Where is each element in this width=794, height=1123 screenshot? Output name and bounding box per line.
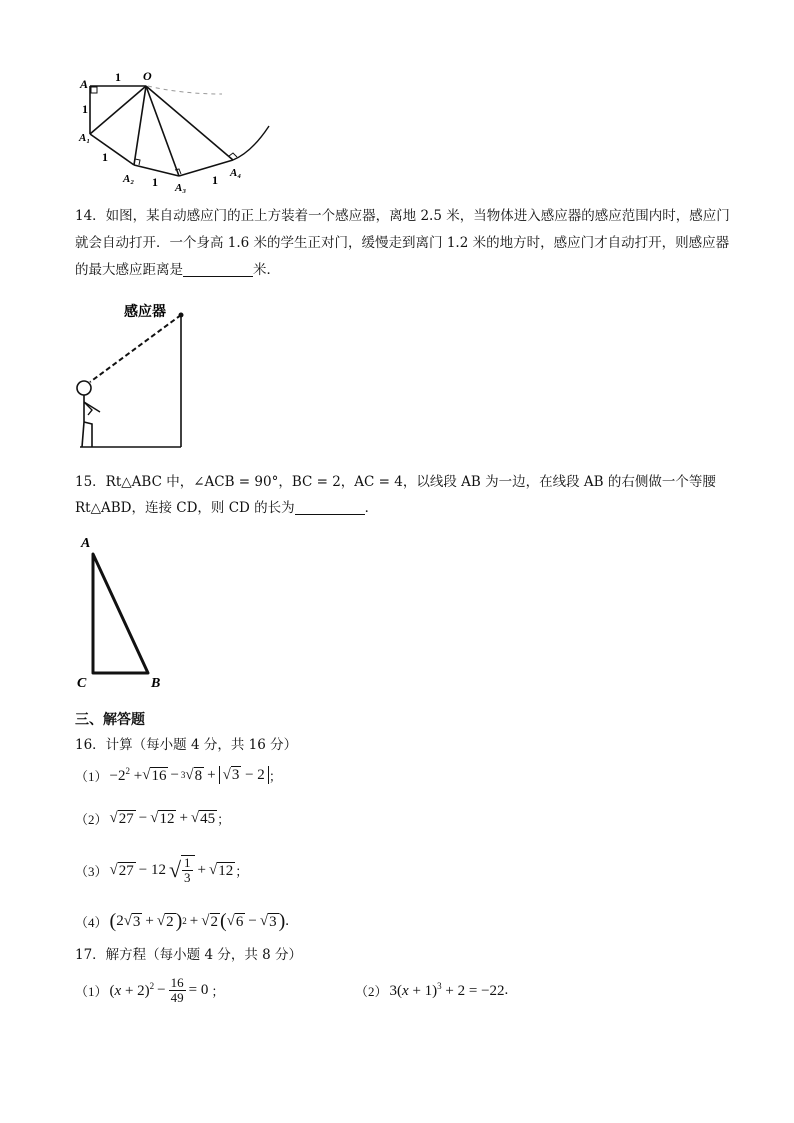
q15-text-1: 15．Rt△ABC 中，∠ACB = 90°，BC = 2，AC = 4，以线段 AB 为一边，在线段 AB 的右侧做一个等腰 (75, 474, 716, 490)
q16-item4: （4） ( 2 √ 3 + √ 2 ) 2 + √ 2 ( √ 6 − √ 3 ) . (75, 909, 290, 932)
label-B: B (151, 676, 161, 691)
label-one-a1a2: 1 (102, 150, 108, 164)
label-C: C (77, 676, 87, 691)
label-one-left: 1 (82, 102, 88, 116)
q14-figure (72, 296, 207, 456)
label-A: A (80, 77, 89, 91)
q13-figure (72, 64, 277, 194)
q17-item1: （1） $(x + 2)^2$ − $\frac{16}{49}$ = 0 ； (75, 974, 225, 1005)
q16-item2: （2） √ 27 − √ 12 + √ 45 ； (75, 809, 231, 827)
q16-item4-label: （4） (75, 914, 108, 930)
label-A3: A₃ (175, 182, 187, 194)
q14-answer-blank[interactable] (183, 261, 253, 277)
label-one-a2a3: 1 (152, 175, 158, 189)
q15-text-2: Rt△ABD，连接 CD，则 CD 的长为 (75, 500, 295, 516)
label-A: A (81, 536, 91, 551)
q17-item1-label: （1） (75, 983, 108, 999)
section-title: 三、解答题 (75, 712, 145, 728)
label-A1: A₁ (79, 132, 91, 144)
q14-unit: 米． (253, 262, 280, 278)
q16-title: 16．计算（每小题 4 分，共 16 分） (75, 737, 298, 753)
q16-item3-label: （3） (75, 863, 108, 879)
label-A4: A₄ (230, 167, 242, 179)
q15-line1 (75, 469, 716, 496)
q15-line2 (75, 495, 378, 522)
q17-title: 17．解方程（每小题 4 分，共 8 分） (75, 947, 303, 963)
q15-end: ． (364, 500, 379, 516)
sensor-label: 感应器 (124, 304, 166, 320)
q17-item2: （2） $3(x + 1)^3 + 2 = -22$ . (355, 980, 509, 999)
q14-text (75, 203, 735, 284)
q16-item2-label: （2） (75, 811, 108, 827)
q15-answer-blank[interactable] (295, 499, 365, 515)
q17-item2-label: （2） (355, 983, 388, 999)
label-O: O (143, 69, 152, 83)
q14-question: 14．如图，某自动感应门的正上方装着一个感应器，离地 2.5 米，当物体进入感应器的感应范围内时，感应门就会自动打开．一个身高 1.6 米的学生正对门，缓慢走到离门 1.2 米的地方时，感应门才自动打开，则感应器的最大感应距离是 (75, 208, 730, 278)
q16-item3: （3） √ 27 − 12 √ $\frac{1}{3}$ + √ 12 ； (75, 855, 249, 885)
q16-item1: （1） $-2^2$ + √ 16 − 3 √ 8 + √3 − 2 ； (75, 765, 282, 784)
q16-item1-label: （1） (75, 768, 108, 784)
label-one-a3a4: 1 (212, 173, 218, 187)
q15-figure (72, 530, 172, 695)
label-A2: A₂ (123, 173, 135, 185)
label-one-top: 1 (115, 70, 121, 84)
